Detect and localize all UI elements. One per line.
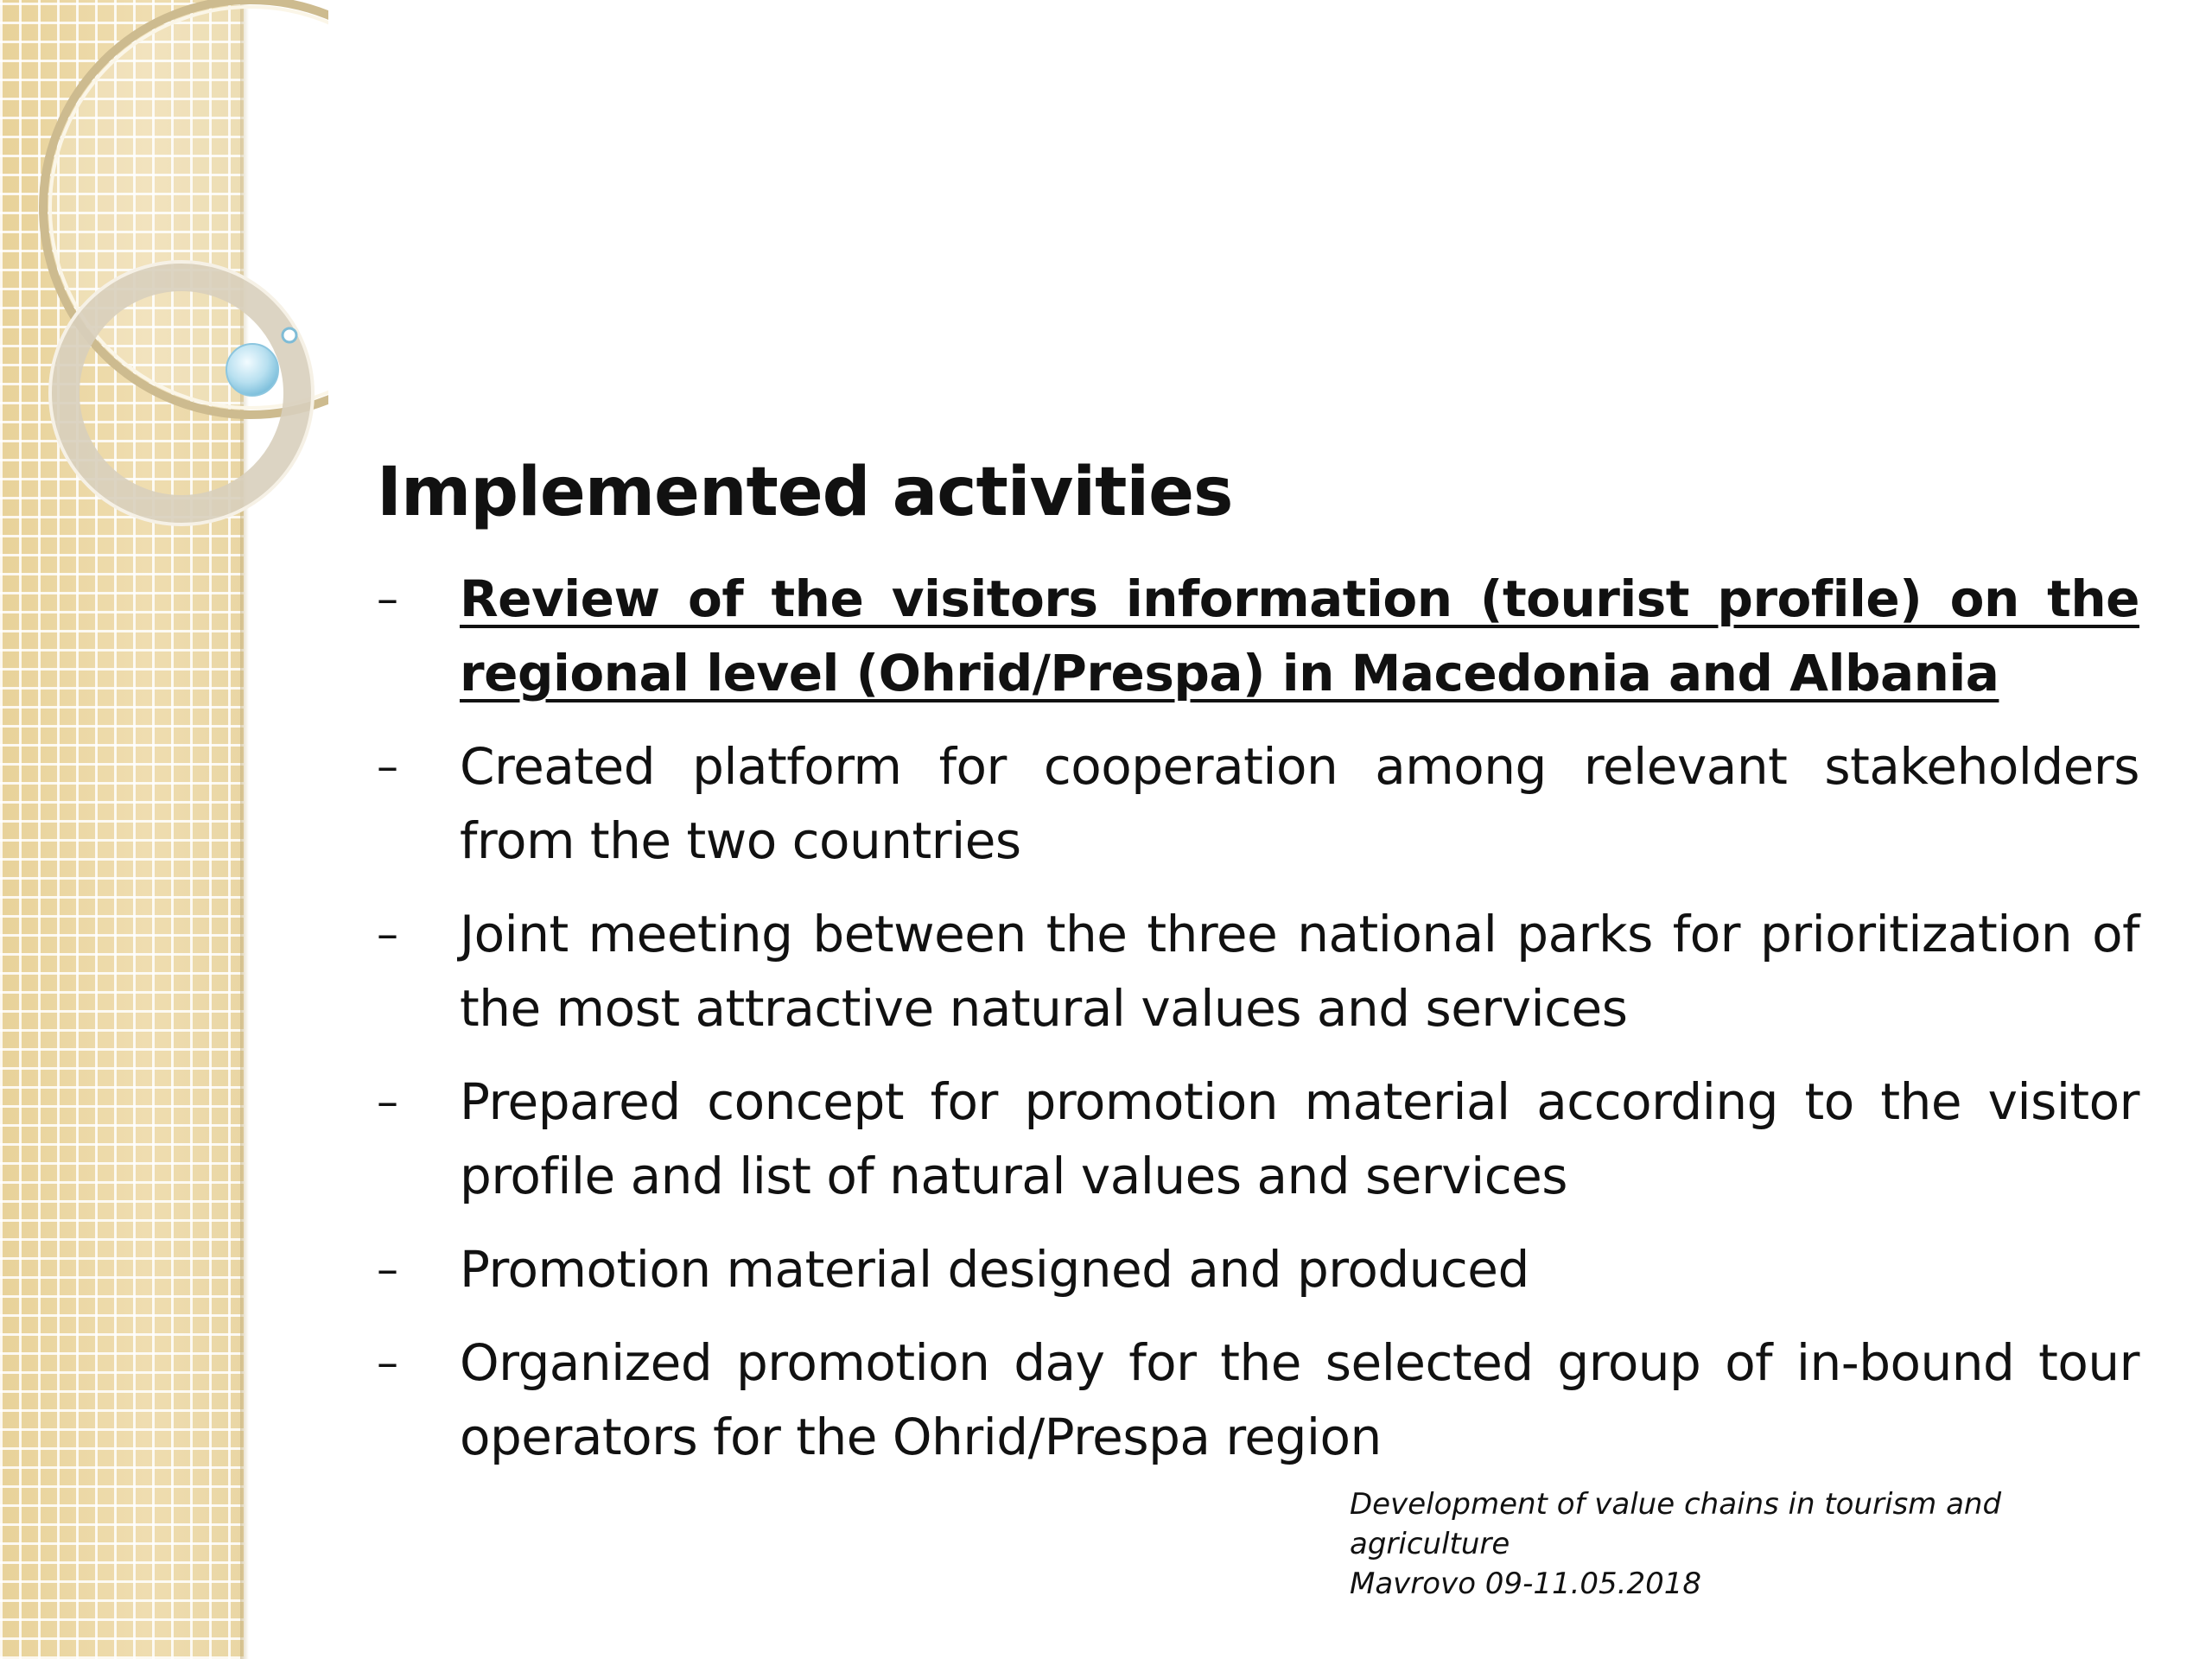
dash-bullet: – [377, 1077, 398, 1127]
bubble [226, 344, 278, 396]
slide-content [377, 449, 2139, 1493]
list-item-text: Promotion material designed and produced [460, 1240, 1529, 1299]
dash-bullet: – [377, 1244, 398, 1294]
dash-bullet: – [377, 741, 398, 791]
list-item-text: Organized promotion day for the selected group of in-bound tour operators for the Ohrid/Prespa region [460, 1333, 2139, 1466]
slide-footer [1350, 1484, 2162, 1604]
dash-bullet: – [377, 574, 398, 624]
list-item [377, 729, 2139, 878]
list-item [377, 897, 2139, 1046]
list-item-text: Review of the visitors information (tourist profile) on the regional level (Ohrid/Prespa) in Macedonia and Albania [460, 569, 2139, 702]
footer-event-title: Development of value chains in tourism and agriculture [1350, 1487, 2002, 1561]
list-item [377, 562, 2139, 710]
list-item-text: Joint meeting between the three national parks for prioritization of the most attractive natural values and services [460, 905, 2139, 1038]
list-item-text: Created platform for cooperation among relevant stakeholders from the two countries [460, 737, 2139, 870]
list-item-text: Prepared concept for promotion material according to the visitor profile and list of natural values and services [460, 1072, 2139, 1205]
decorative-rings [0, 0, 328, 570]
small-bubble [283, 328, 296, 342]
footer-event-place-date: Mavrovo 09-11.05.2018 [1350, 1567, 1702, 1601]
list-item [377, 1325, 2139, 1474]
dash-bullet: – [377, 1338, 398, 1388]
list-item [377, 1232, 2139, 1306]
slide-title: Implemented activities [377, 454, 1233, 531]
dash-bullet: – [377, 909, 398, 959]
list-item [377, 1065, 2139, 1213]
